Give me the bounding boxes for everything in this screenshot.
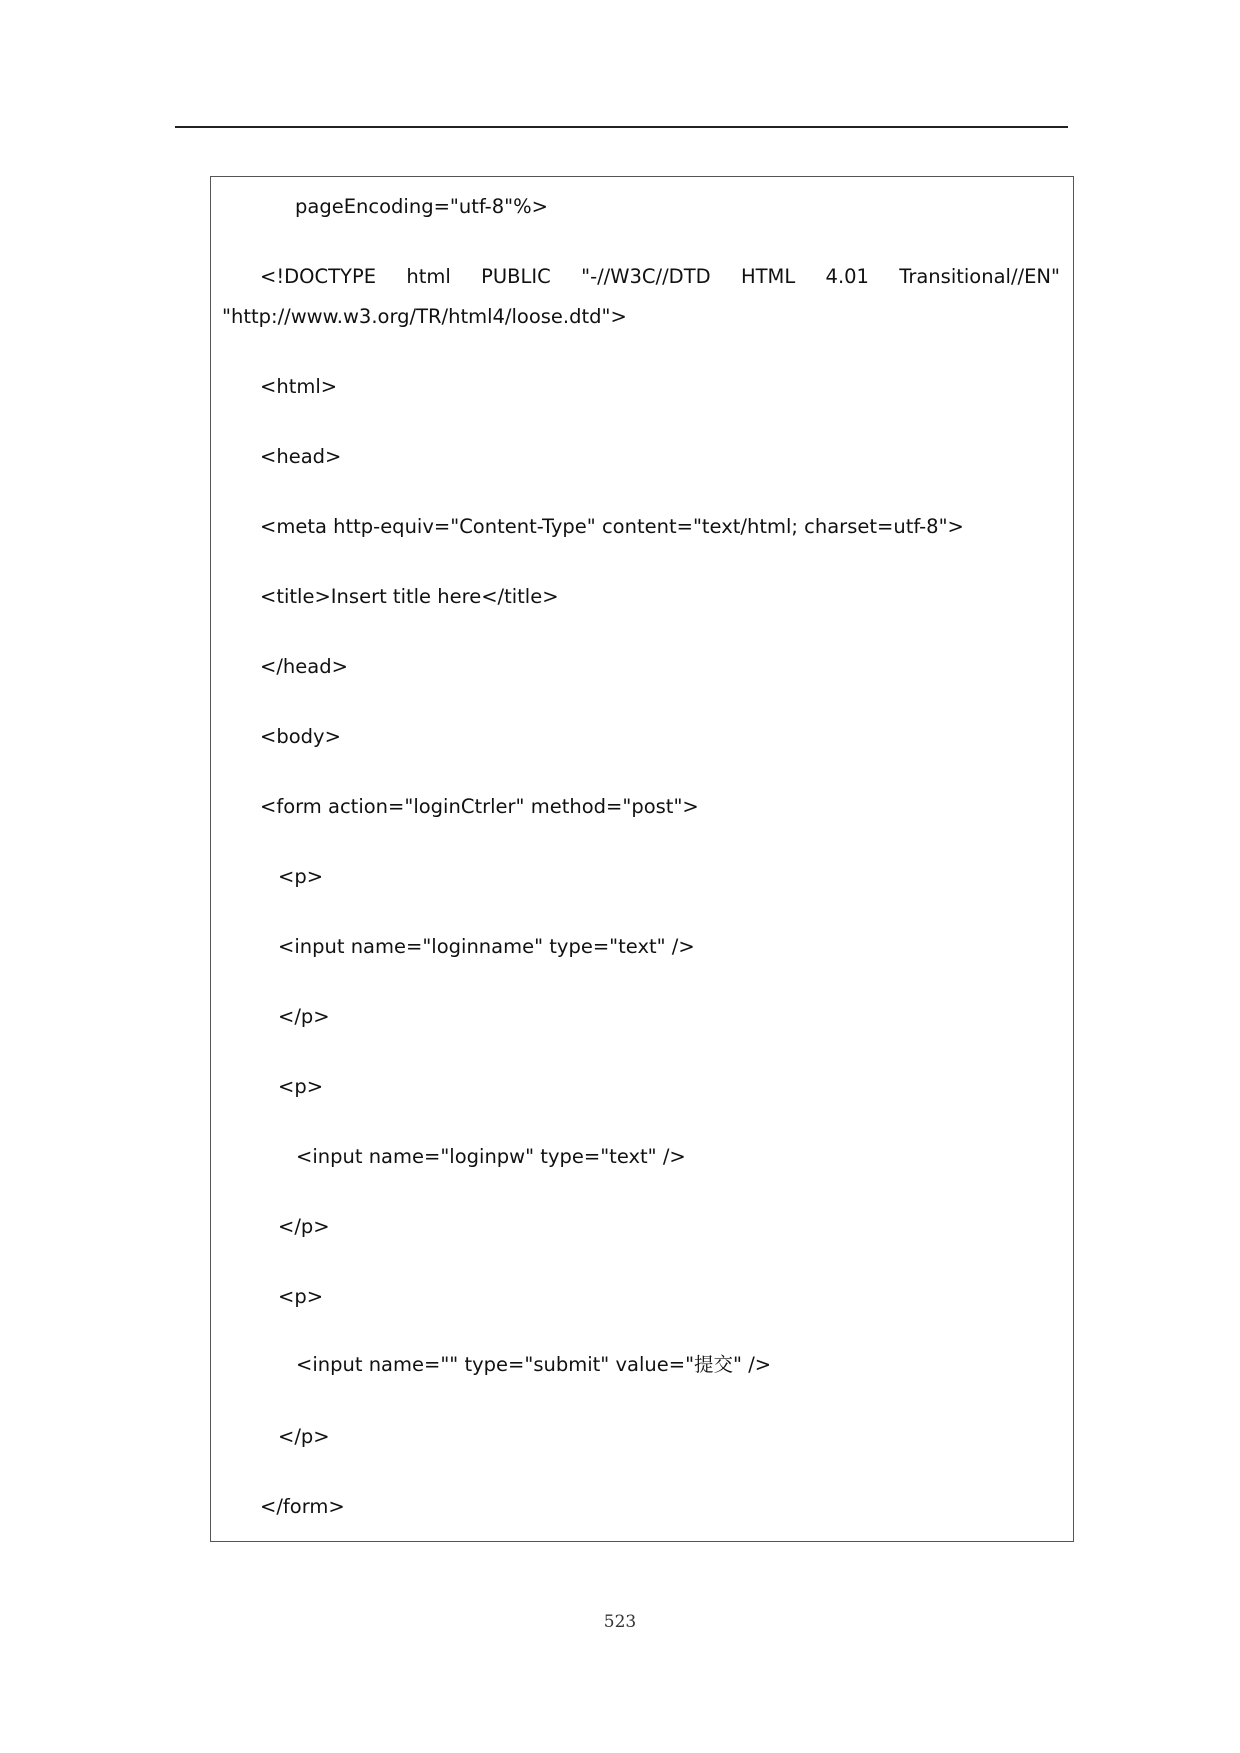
code-line: pageEncoding="utf-8"%>: [295, 195, 548, 218]
code-token: html: [406, 265, 451, 288]
code-line: <head>: [260, 445, 342, 468]
code-line: <p>: [278, 1075, 324, 1098]
code-line: <html>: [260, 375, 338, 398]
header-rule: [175, 126, 1068, 128]
code-line: </p>: [278, 1425, 330, 1448]
code-token: PUBLIC: [481, 265, 551, 288]
code-token: <!DOCTYPE: [260, 265, 377, 288]
page-number: 523: [603, 1612, 637, 1632]
code-token: "-//W3C//DTD: [581, 265, 711, 288]
code-line: </form>: [260, 1495, 345, 1518]
code-line: <input name="loginname" type="text" />: [278, 935, 695, 958]
code-line: </p>: [278, 1005, 330, 1028]
code-token: Transitional//EN": [899, 265, 1060, 288]
code-line: <title>Insert title here</title>: [260, 585, 559, 608]
code-line: </head>: [260, 655, 348, 678]
code-line: <p>: [278, 865, 324, 888]
code-line: "http://www.w3.org/TR/html4/loose.dtd">: [222, 305, 627, 328]
code-block: [210, 176, 1074, 1542]
code-line: <body>: [260, 725, 341, 748]
code-token: 4.01: [825, 265, 869, 288]
code-line: <meta http-equiv="Content-Type" content="text/html; charset=utf-8">: [260, 515, 964, 538]
code-line: <input name="" type="submit" value="提交" />: [296, 1353, 772, 1376]
code-line: </p>: [278, 1215, 330, 1238]
code-line: <form action="loginCtrler" method="post">: [260, 795, 699, 818]
code-line: <input name="loginpw" type="text" />: [296, 1145, 686, 1168]
code-token: HTML: [740, 265, 796, 288]
code-line-doctype: [260, 265, 1060, 289]
code-line: <p>: [278, 1285, 324, 1308]
